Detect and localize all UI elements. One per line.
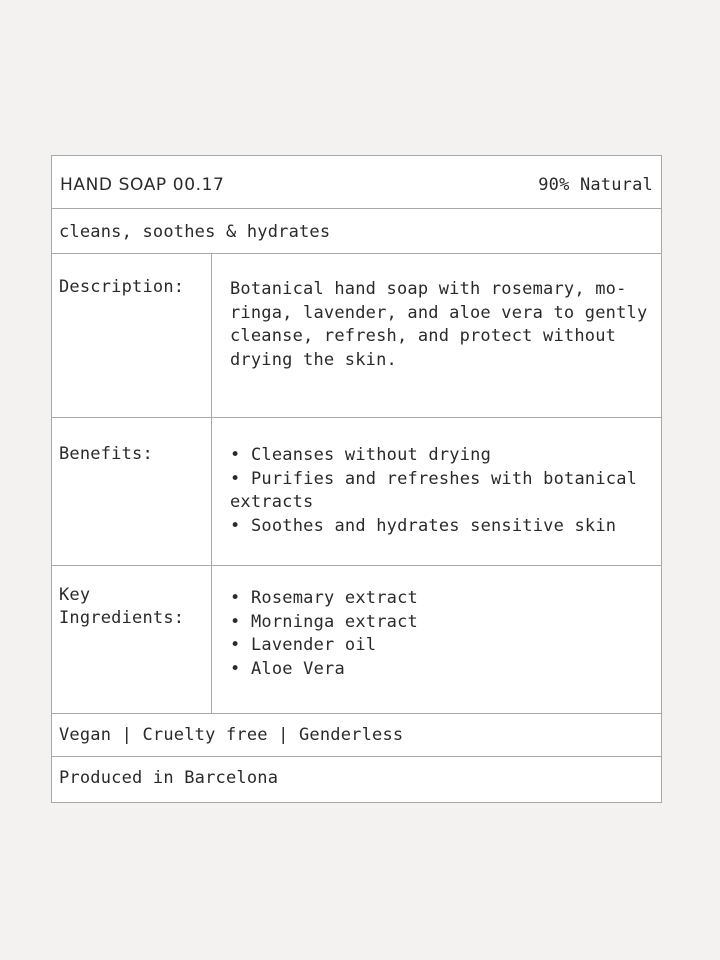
benefits-list: [230, 444, 655, 538]
column-divider: [211, 253, 212, 713]
divider: [52, 208, 661, 209]
divider: [52, 253, 661, 254]
ingredient-text: Rosemary extract: [251, 588, 418, 608]
benefits-label: Benefits:: [59, 444, 153, 464]
ingredients-list: [230, 587, 655, 681]
description-line: drying the skin.: [230, 349, 397, 370]
origin: Produced in Barcelona: [59, 768, 279, 788]
bullet-icon: [230, 587, 251, 611]
natural-percentage: 90% Natural: [538, 175, 653, 195]
description-line: cleanse, refresh, and protect without: [230, 326, 617, 346]
list-item: [230, 515, 655, 539]
divider: [52, 565, 661, 566]
product-name: HAND SOAP 00.17: [60, 175, 225, 195]
list-item: [230, 634, 655, 658]
description-text: [230, 278, 655, 372]
bullet-icon: [230, 444, 251, 468]
bullet-icon: [230, 515, 251, 539]
list-item: [230, 468, 640, 515]
bullet-icon: [230, 468, 251, 492]
product-label: [51, 155, 662, 803]
bullet-icon: [230, 658, 251, 682]
list-item: [230, 444, 655, 468]
ingredient-text: Aloe Vera: [251, 658, 345, 679]
ingredients-label-line1: Key: [59, 585, 91, 605]
tagline: cleans, soothes & hydrates: [59, 222, 331, 242]
benefit-text: Purifies and refreshes with botanical extracts: [230, 468, 638, 512]
bullet-icon: [230, 634, 251, 658]
list-item: [230, 611, 655, 635]
divider: [52, 756, 661, 757]
divider: [52, 417, 661, 418]
description-line: ringa, lavender, and aloe vera to gently: [230, 302, 648, 323]
benefit-text: Cleanses without drying: [251, 445, 492, 465]
ingredient-text: Lavender oil: [251, 635, 377, 655]
benefit-text: Soothes and hydrates sensitive skin: [251, 515, 617, 536]
attributes: Vegan | Cruelty free | Genderless: [59, 725, 404, 745]
divider: [52, 713, 661, 714]
ingredients-label-line2: Ingredients:: [59, 608, 185, 628]
description-label: Description:: [59, 277, 185, 297]
description-line: Botanical hand soap with rosemary, mo-: [230, 279, 627, 299]
list-item: [230, 587, 655, 611]
bullet-icon: [230, 611, 251, 635]
list-item: [230, 658, 655, 682]
ingredient-text: Morninga extract: [251, 611, 418, 632]
